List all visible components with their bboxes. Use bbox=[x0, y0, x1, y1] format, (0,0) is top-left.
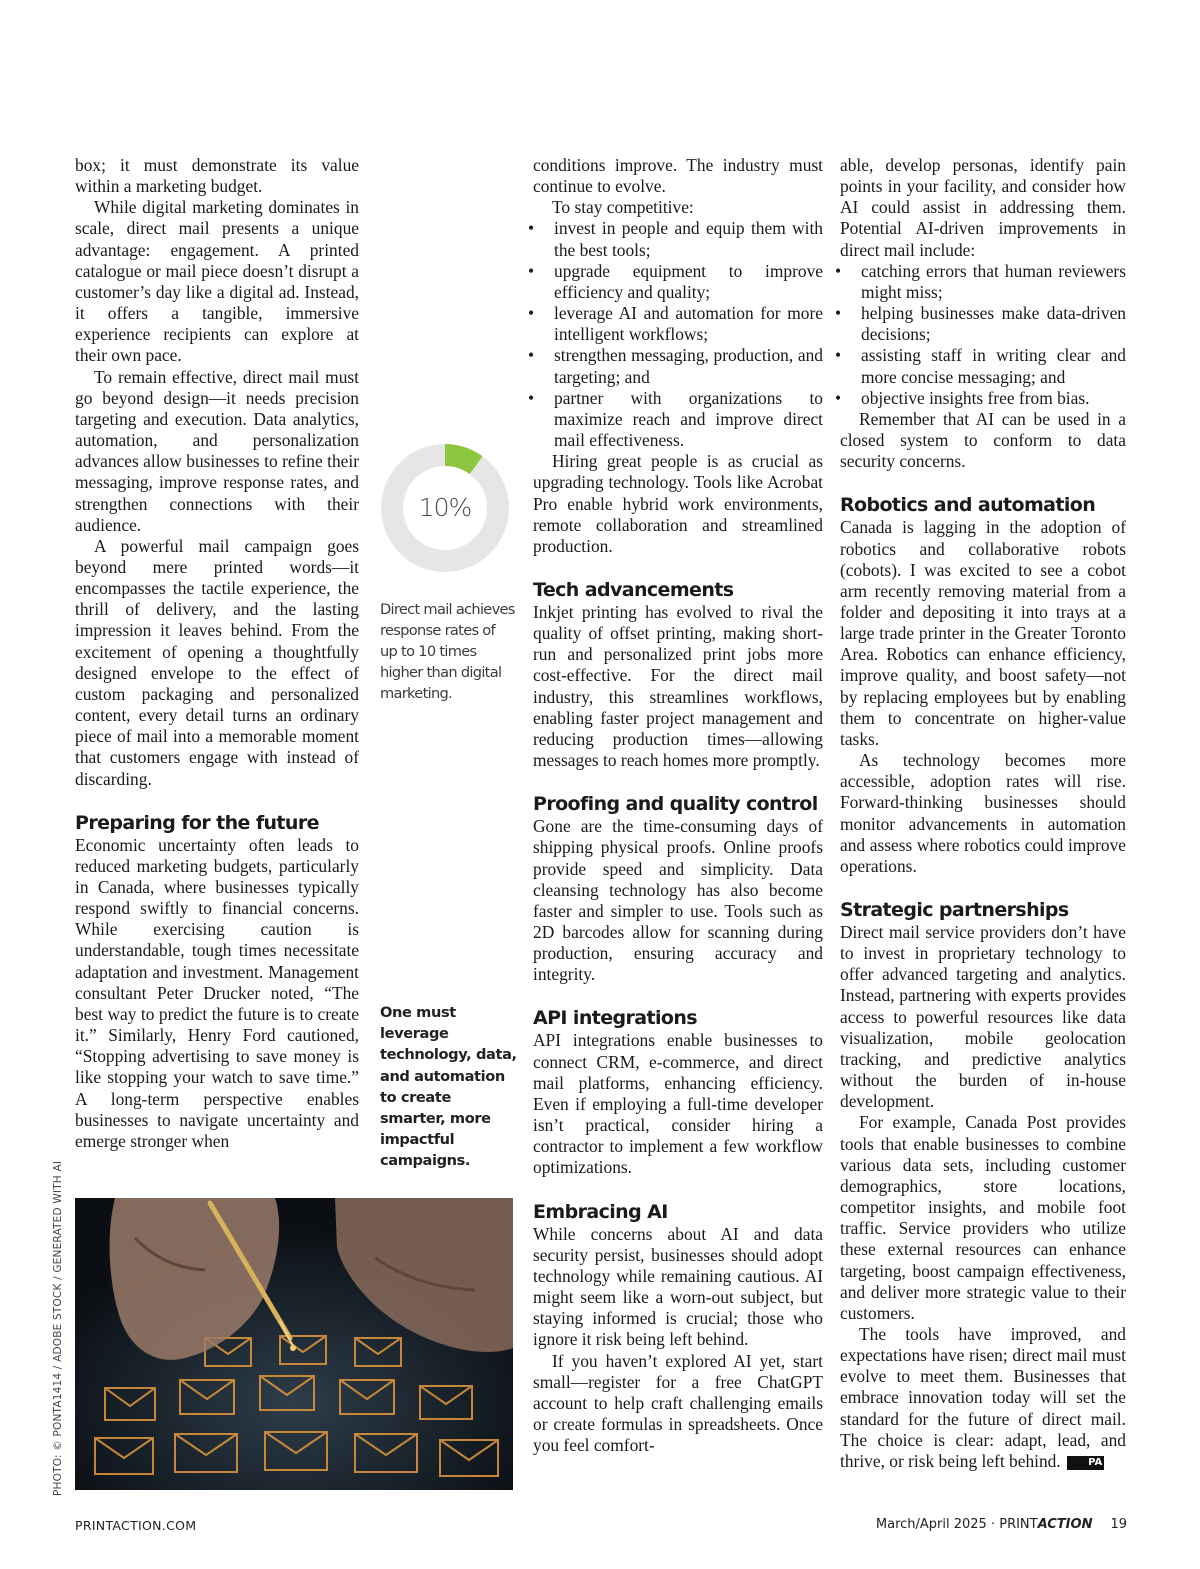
body-paragraph bbox=[840, 1324, 1126, 1472]
body-paragraph: To stay competitive: bbox=[552, 197, 694, 218]
section-heading: Robotics and automation bbox=[840, 494, 1096, 517]
body-paragraph: Direct mail service providers don’t have to invest in proprietary technology to offer advanced targeting and analytics. Instead, partnering with experts provides access to powerful resources like data visualization, mobile geolocation tracking, and predictive analytics without the burden of in-house development. bbox=[840, 922, 1126, 1112]
list-item: • strengthen messaging, production, and targeting; and bbox=[533, 345, 823, 387]
footer-issue bbox=[876, 1517, 1127, 1532]
body-paragraph: To remain effective, direct mail must go beyond design—it needs precision targeting and execution. Data analytics, automation, and personalization advances allow businesses to refine their messaging, improve response rates, and strengthen connections with their audience. bbox=[75, 366, 359, 535]
body-paragraph: API integrations enable businesses to connect CRM, e-commerce, and direct mail platforms, enhancing efficiency. Even if employing a full-time developer isn’t practical, consider hiring a contractor to implement a few workflow optimizations. bbox=[533, 1030, 823, 1178]
pull-quote: One must leverage technology, data, and automation to create smarter, more impactful campaigns. bbox=[380, 1004, 517, 1170]
article-column-2 bbox=[533, 155, 823, 1456]
body-paragraph: Hiring great people is as crucial as upgrading technology. Tools like Acrobat Pro enable hybrid work environments, remote collaboration and streamlined production. bbox=[533, 451, 823, 556]
list-item: • assisting staff in writing clear and more concise messaging; and bbox=[840, 345, 1126, 387]
page-number: 19 bbox=[1110, 1517, 1127, 1532]
body-paragraph: Inkjet printing has evolved to rival the quality of offset printing, making short-run and personalized print jobs more cost-effective. For the direct mail industry, this streamlines workflows, enabling faster project management and reducing production times—allowing messages to reach homes more promptly. bbox=[533, 601, 823, 771]
magazine-brand: ACTION bbox=[1037, 1517, 1093, 1532]
closing-text: The tools have improved, and expectations have risen; direct mail must evolve to meet them. Businesses that embrace innovation today will set the standard for the future of direct mail. The choice is clear: adapt, lead, and thrive, or risk being left behind. bbox=[840, 1323, 1126, 1471]
body-paragraph: While concerns about AI and data security persist, businesses should adopt technology while remaining cautious. AI might seem like a worn-out subject, but staying informed is crucial; those who ignore it risk being left behind. bbox=[533, 1223, 823, 1350]
section-heading: Embracing AI bbox=[533, 1200, 668, 1223]
stat-value: 10% bbox=[418, 493, 472, 522]
body-paragraph: Economic uncertainty often leads to reduced marketing budgets, particularly in Canada, where businesses typically respond swiftly to financial concerns. While exercising caution is understandable, tough times necessitate adaptation and investment. Management consultant Peter Drucker noted, “The best way to predict the future is to create it.” Similarly, Henry Ford cautioned, “Stopping advertising to save money is like stopping your watch to save time.” A long-term perspective enables businesses to navigate uncertainty and emerge stronger when bbox=[75, 834, 359, 1151]
body-paragraph: able, develop personas, identify pain points in your facility, and consider how AI could assist in addressing them. Potential AI-driven improvements in direct mail include: bbox=[840, 155, 1126, 260]
section-heading: Proofing and quality control bbox=[533, 793, 818, 816]
stat-caption: Direct mail achieves response rates of up to 10 times higher than digital marketing. bbox=[380, 601, 515, 702]
photo-credit: PHOTO: © PONTA1414 / ADOBE STOCK / GENERATED WITH AI bbox=[52, 1160, 64, 1496]
body-paragraph: If you haven’t explored AI yet, start small—register for a free ChatGPT account to help craft challenging emails or create formulas in spreadsheets. Once you feel comfort- bbox=[533, 1350, 823, 1456]
issue-date: March/April 2025 · PRINT bbox=[875, 1517, 1038, 1532]
list-item: • helping businesses make data-driven decisions; bbox=[840, 303, 1126, 345]
list-item: • leverage AI and automation for more intelligent workflows; bbox=[533, 303, 823, 345]
article-column-1 bbox=[75, 155, 359, 1152]
footer-website: PRINTACTION.COM bbox=[75, 1518, 197, 1533]
body-paragraph: Canada is lagging in the adoption of robotics and collaborative robots (cobots). I was excited to see a cobot arm recently removing material from a folder and depositing it into trays at a large trade printer in the Greater Toronto Area. Robotics can enhance efficiency, improve quality, and boost safety—not by replacing employees but by enabling them to concentrate on higher-value tasks. bbox=[840, 517, 1126, 749]
section-heading: Preparing for the future bbox=[75, 811, 319, 834]
list-item: • partner with organizations to maximize reach and improve direct mail effectiveness. bbox=[533, 388, 823, 451]
section-heading: Strategic partnerships bbox=[840, 899, 1069, 921]
bullet-list bbox=[533, 218, 823, 451]
body-paragraph: Gone are the time-consuming days of shipping physical proofs. Online proofs provide speed and simplicity. Data cleansing technology has also become faster and simpler to use. Tools such as 2D barcodes allow for scanning during production, ensuring accuracy and integrity. bbox=[533, 816, 823, 985]
section-heading: Tech advancements bbox=[533, 578, 734, 601]
body-paragraph: A powerful mail campaign goes beyond mere printed words—it encompasses the tactile experience, the thrill of delivery, and the lasting impression it leaves behind. From the excitement of opening a thoughtfully designed envelope to the effect of custom packaging and personalized content, every detail turns an ordinary piece of mail into a memorable moment that customers engage with instead of discarding. bbox=[75, 535, 359, 789]
envelopes-illustration bbox=[75, 1198, 513, 1490]
list-item: • invest in people and equip them with the best tools; bbox=[533, 218, 823, 260]
article-column-3 bbox=[840, 155, 1126, 1472]
section-heading: API integrations bbox=[533, 1007, 697, 1030]
list-item: • catching errors that human reviewers might miss; bbox=[840, 261, 1126, 303]
article-photo bbox=[75, 1198, 513, 1490]
body-paragraph: As technology becomes more accessible, adoption rates will rise. Forward-thinking businesses should monitor advancements in automation and assess where robotics could improve operations. bbox=[840, 750, 1126, 876]
body-paragraph: box; it must demonstrate its value within a marketing budget. bbox=[75, 155, 359, 197]
body-paragraph: conditions improve. The industry must continue to evolve. bbox=[533, 155, 823, 197]
body-paragraph: Remember that AI can be used in a closed system to conform to data security concerns. bbox=[840, 408, 1126, 472]
list-item: • objective insights free from bias. bbox=[840, 388, 1126, 409]
bullet-list bbox=[840, 261, 1126, 409]
list-item: • upgrade equipment to improve efficiency and quality; bbox=[533, 261, 823, 303]
body-paragraph: While digital marketing dominates in scale, direct mail presents a unique advantage: engagement. A printed catalogue or mail piece doesn’t disrupt a customer’s day like a digital ad. Instead, it offers a tangible, immersive experience recipients can explore at their own pace. bbox=[75, 197, 359, 366]
end-mark-icon: PA bbox=[1067, 1456, 1104, 1470]
body-paragraph: For example, Canada Post provides tools that enable businesses to combine various data sets, including customer demographics, store locations, competitor insights, and mobile foot traffic. Service providers who utilize these external resources can enhance targeting, boost campaign effectiveness, and deliver more strategic value to their customers. bbox=[840, 1112, 1126, 1323]
